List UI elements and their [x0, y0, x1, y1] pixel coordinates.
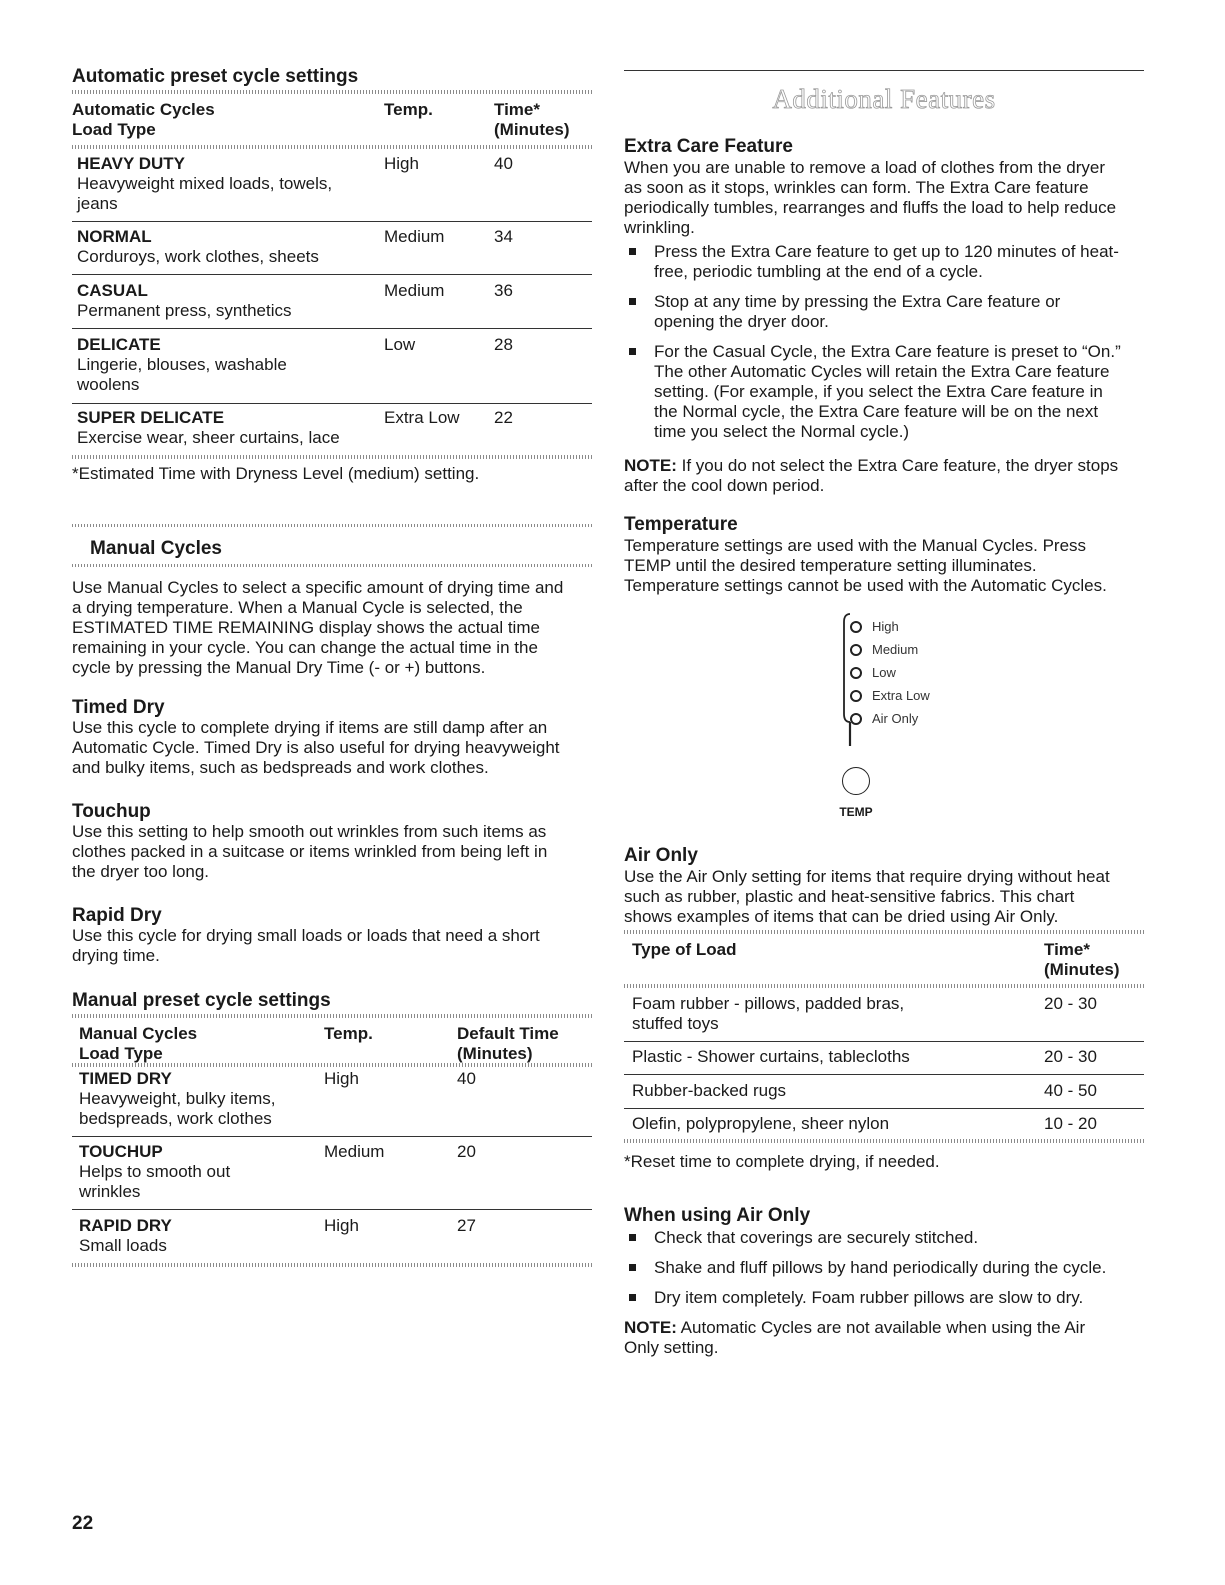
header-minutes: (Minutes) [457, 1044, 533, 1063]
text-line: Temperature settings are used with the Manual Cycles. Press [624, 536, 1087, 555]
cycle-name: DELICATE [77, 335, 161, 354]
cycle-temp: High [324, 1069, 359, 1088]
cell [77, 227, 384, 267]
cycle-desc: jeans [77, 194, 118, 213]
header-temp: Temp. [324, 1024, 373, 1043]
text-line: such as rubber, plastic and heat-sensitive fabrics. This chart [624, 887, 1075, 906]
touchup-title: Touchup [72, 801, 151, 822]
table-row [632, 994, 1144, 1034]
manual-cycle-table [79, 1024, 592, 1064]
text-line: Automatic Cycle. Timed Dry is also useful for drying heavyweight [72, 738, 560, 757]
header-load-type: Load Type [72, 120, 156, 139]
table-row [77, 154, 592, 214]
temp-button[interactable] [842, 767, 870, 795]
timed-dry-title: Timed Dry [72, 697, 165, 718]
cell [77, 281, 384, 321]
cell [77, 154, 384, 214]
header-cell [1044, 940, 1144, 980]
manual-cycles-title: Manual Cycles [90, 538, 222, 559]
divider [72, 145, 592, 149]
divider [72, 455, 592, 459]
cycle-name: RAPID DRY [79, 1216, 172, 1235]
auto-row-0 [77, 154, 592, 214]
air-only-table [632, 940, 1144, 980]
when-air-only-bullets [624, 1228, 1144, 1308]
cycle-desc: Lingerie, blouses, washable [77, 355, 287, 374]
touchup-body [72, 822, 592, 882]
table-row [77, 335, 592, 395]
list-item: Shake and fluff pillows by hand periodically during the cycle. [624, 1258, 1144, 1278]
temp-option-label: Extra Low [872, 688, 930, 703]
cycle-time: 36 [494, 281, 513, 300]
air-row-3 [632, 1114, 1144, 1134]
note-label: NOTE: [624, 456, 677, 475]
cell [77, 335, 384, 395]
temp-option-label: Medium [872, 642, 919, 657]
manual-row-0 [79, 1069, 592, 1129]
cycle-desc: Exercise wear, sheer curtains, lace [77, 428, 340, 447]
table-row [77, 408, 592, 448]
note-line [624, 456, 1144, 476]
text-line: wrinkling. [624, 218, 695, 237]
text-line: For the Casual Cycle, the Extra Care feature is preset to “On.” [654, 342, 1121, 361]
manual-table-title: Manual preset cycle settings [72, 990, 331, 1011]
text-line: remaining in your cycle. You can change the actual time in the [72, 638, 538, 657]
extra-care-body [624, 158, 1144, 238]
table-row [77, 227, 592, 267]
header-cell [72, 100, 384, 140]
timed-dry-body [72, 718, 592, 778]
list-item [624, 292, 1144, 332]
text-line: shows examples of items that can be dried using Air Only. [624, 907, 1059, 926]
text-line: as soon as it stops, wrinkles can form. The Extra Care feature [624, 178, 1089, 197]
text-line: Use this setting to help smooth out wrinkles from such items as [72, 822, 547, 841]
temp-options [850, 615, 930, 730]
text-line: free, periodic tumbling at the end of a cycle. [654, 262, 983, 281]
load-time: 10 - 20 [1044, 1114, 1097, 1133]
list-item [624, 242, 1144, 282]
text-line: and bulky items, such as bedspreads and work clothes. [72, 758, 489, 777]
cycle-temp: Medium [384, 281, 445, 300]
table-row [77, 281, 592, 321]
text-line: Only setting. [624, 1338, 719, 1357]
load-desc: Rubber-backed rugs [632, 1081, 787, 1100]
page-number: 22 [72, 1513, 94, 1534]
divider [72, 524, 592, 527]
divider [72, 1209, 592, 1210]
temp-option-extra-low[interactable] [850, 684, 930, 707]
cycle-time: 27 [457, 1216, 476, 1235]
header-cell [494, 100, 592, 140]
text-line: Temperature settings cannot be used with the Automatic Cycles. [624, 576, 1107, 595]
rapid-dry-body [72, 926, 592, 966]
temp-option-label: High [872, 619, 899, 634]
temp-option-medium[interactable] [850, 638, 930, 661]
header-minutes: (Minutes) [494, 120, 570, 139]
cycle-name: TOUCHUP [79, 1142, 163, 1161]
air-only-title: Air Only [624, 845, 698, 866]
additional-features-title: Additional Features [772, 84, 996, 114]
table-row [632, 1114, 1144, 1134]
load-desc: Foam rubber - pillows, padded bras, [632, 994, 905, 1013]
load-desc: Plastic - Shower curtains, tablecloths [632, 1047, 910, 1066]
temperature-body [624, 536, 1144, 596]
text-line: Use the Air Only setting for items that require drying without heat [624, 867, 1110, 886]
cycle-time: 34 [494, 227, 513, 246]
table-row [632, 1047, 1144, 1067]
cycle-desc: Helps to smooth out [79, 1162, 231, 1181]
divider [72, 1014, 592, 1018]
cycle-temp: High [384, 154, 419, 173]
extra-care-bullets [624, 242, 1144, 442]
divider [72, 221, 592, 222]
header-cell [79, 1024, 324, 1064]
table-header-row [79, 1024, 592, 1064]
divider [624, 1041, 1144, 1042]
auto-footnote: *Estimated Time with Dryness Level (medium) setting. [72, 464, 480, 483]
temp-option-air-only[interactable] [850, 707, 930, 730]
table-row [632, 1081, 1144, 1101]
air-only-body [624, 867, 1144, 927]
extra-care-note [624, 456, 1144, 496]
divider [72, 328, 592, 329]
text-line: clothes packed in a suitcase or items wrinkled from being left in [72, 842, 548, 861]
text-line: the Normal cycle, the Extra Care feature will be on the next [654, 402, 1099, 421]
cycle-desc: wrinkles [79, 1182, 141, 1201]
header-cell [457, 1024, 592, 1064]
note-label: NOTE: [624, 1318, 677, 1337]
divider [72, 564, 592, 567]
auto-row-2 [77, 281, 592, 321]
header-minutes: (Minutes) [1044, 960, 1120, 979]
table-header-row [72, 100, 592, 140]
table-row [79, 1142, 592, 1202]
cycle-time: 22 [494, 408, 513, 427]
manual-row-1 [79, 1142, 592, 1202]
cell [632, 994, 1044, 1034]
header-cycles: Manual Cycles [79, 1024, 198, 1043]
text-line: ESTIMATED TIME REMAINING display shows the actual time [72, 618, 540, 637]
divider [72, 403, 592, 404]
cycle-name: TIMED DRY [79, 1069, 172, 1088]
header-type-of-load: Type of Load [632, 940, 737, 959]
text-line: Use this cycle for drying small loads or loads that need a short [72, 926, 540, 945]
auto-row-4 [77, 408, 592, 448]
table-header-row [632, 940, 1144, 980]
cycle-name: CASUAL [77, 281, 148, 300]
cycle-desc: Heavyweight mixed loads, towels, [77, 174, 333, 193]
cycle-desc: Small loads [79, 1236, 167, 1255]
divider [624, 984, 1144, 988]
list-item: Check that coverings are securely stitched. [624, 1228, 1144, 1248]
text-line: Stop at any time by pressing the Extra Care feature or [654, 292, 1061, 311]
cycle-desc: Corduroys, work clothes, sheets [77, 247, 319, 266]
cycle-name: NORMAL [77, 227, 152, 246]
load-time: 20 - 30 [1044, 1047, 1097, 1066]
list-item: Dry item completely. Foam rubber pillows are slow to dry. [624, 1288, 1144, 1308]
manual-row-2 [79, 1216, 592, 1256]
indicator-light-icon [850, 667, 862, 679]
text-line: drying time. [72, 946, 160, 965]
rapid-dry-title: Rapid Dry [72, 905, 162, 926]
divider [624, 1139, 1144, 1143]
text-line: setting. (For example, if you select the Extra Care feature in [654, 382, 1103, 401]
divider [72, 90, 592, 94]
divider [72, 274, 592, 275]
cycle-time: 40 [457, 1069, 476, 1088]
air-only-footnote: *Reset time to complete drying, if needed. [624, 1152, 940, 1171]
note-text: If you do not select the Extra Care feature, the dryer stops [676, 456, 1119, 475]
auto-row-3 [77, 335, 592, 395]
divider [624, 1074, 1144, 1075]
auto-cycle-table [72, 100, 592, 140]
cell [79, 1216, 324, 1256]
cycle-time: 40 [494, 154, 513, 173]
text-line: When you are unable to remove a load of clothes from the dryer [624, 158, 1105, 177]
divider [72, 1063, 592, 1067]
temp-option-label: Air Only [872, 711, 919, 726]
header-time: Default Time [457, 1024, 559, 1043]
when-air-only-title: When using Air Only [624, 1205, 811, 1226]
temp-option-label: Low [872, 665, 896, 680]
table-row [79, 1069, 592, 1129]
indicator-light-icon [850, 644, 862, 656]
text-line: cycle by pressing the Manual Dry Time (- or +) buttons. [72, 658, 486, 677]
divider [624, 1108, 1144, 1109]
indicator-light-icon [850, 621, 862, 633]
text-line: TEMP until the desired temperature setting illuminates. [624, 556, 1037, 575]
cycle-temp: Medium [324, 1142, 385, 1161]
divider [624, 70, 1144, 71]
temp-option-low[interactable] [850, 661, 930, 684]
text-line: Use this cycle to complete drying if items are still damp after an [72, 718, 548, 737]
indicator-light-icon [850, 690, 862, 702]
header-time: Time* [1044, 940, 1090, 959]
divider [72, 1136, 592, 1137]
table-row [79, 1216, 592, 1256]
load-desc: stuffed toys [632, 1014, 719, 1033]
load-desc: Olefin, polypropylene, sheer nylon [632, 1114, 890, 1133]
text-line: a drying temperature. When a Manual Cycle is selected, the [72, 598, 523, 617]
text-line: the dryer too long. [72, 862, 210, 881]
air-row-1 [632, 1047, 1144, 1067]
cycle-time: 20 [457, 1142, 476, 1161]
cycle-temp: Extra Low [384, 408, 460, 427]
cycle-desc: bedspreads, work clothes [79, 1109, 272, 1128]
temp-option-high[interactable] [850, 615, 930, 638]
cycle-temp: Medium [384, 227, 445, 246]
text-line: time you select the Normal cycle.) [654, 422, 910, 441]
temp-button-label: TEMP [839, 805, 873, 819]
cycle-time: 28 [494, 335, 513, 354]
cycle-desc: woolens [77, 375, 140, 394]
manual-cycles-body [72, 578, 592, 678]
auto-table-title: Automatic preset cycle settings [72, 66, 359, 87]
cycle-name: SUPER DELICATE [77, 408, 225, 427]
cell [77, 408, 384, 448]
cycle-desc: Permanent press, synthetics [77, 301, 292, 320]
extra-care-title: Extra Care Feature [624, 136, 793, 157]
divider [624, 930, 1144, 934]
air-row-2 [632, 1081, 1144, 1101]
list-item [624, 342, 1144, 442]
indicator-light-icon [850, 713, 862, 725]
divider [72, 1263, 592, 1267]
text-line: The other Automatic Cycles will retain the Extra Care feature [654, 362, 1110, 381]
when-air-only-note [624, 1318, 1144, 1358]
load-time: 20 - 30 [1044, 994, 1097, 1013]
text-line: after the cool down period. [624, 476, 825, 495]
header-load-type: Load Type [79, 1044, 163, 1063]
auto-row-1 [77, 227, 592, 267]
header-cycles: Automatic Cycles [72, 100, 215, 119]
air-row-0 [632, 994, 1144, 1034]
text-line: periodically tumbles, rearranges and fluffs the load to help reduce [624, 198, 1117, 217]
cycle-temp: Low [384, 335, 416, 354]
cycle-name: HEAVY DUTY [77, 154, 186, 173]
cycle-desc: Heavyweight, bulky items, [79, 1089, 276, 1108]
header-temp: Temp. [384, 100, 433, 119]
cell [79, 1142, 324, 1202]
text-line: Use Manual Cycles to select a specific amount of drying time and [72, 578, 564, 597]
text-line: opening the dryer door. [654, 312, 829, 331]
cycle-temp: High [324, 1216, 359, 1235]
load-time: 40 - 50 [1044, 1081, 1097, 1100]
temperature-title: Temperature [624, 514, 738, 535]
note-text: Automatic Cycles are not available when using the Air [676, 1318, 1086, 1337]
text-line: Press the Extra Care feature to get up to 120 minutes of heat- [654, 242, 1119, 261]
note-line [624, 1318, 1144, 1338]
cell [79, 1069, 324, 1129]
header-time: Time* [494, 100, 540, 119]
